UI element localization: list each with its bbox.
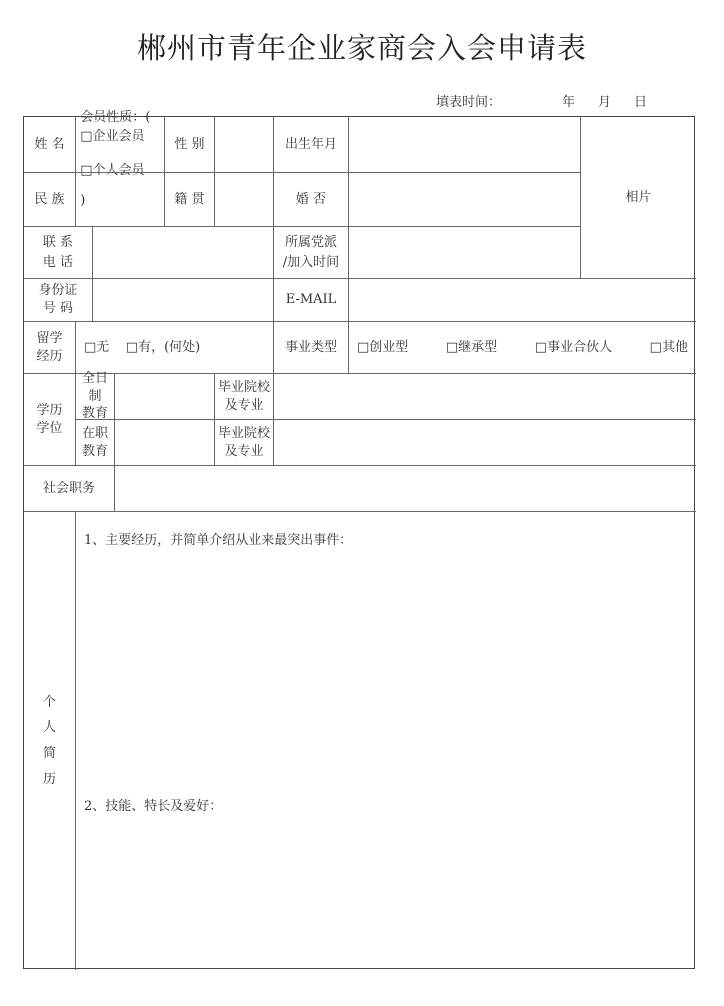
name-field[interactable] [76,117,165,173]
year-label: 年 [562,95,576,110]
abroad-label-line2: 经历 [36,348,63,364]
marital-label: 婚 否 [274,173,349,227]
fulltime-school-field[interactable] [274,374,696,420]
inservice-label-line1: 在职 [81,425,108,441]
resume-label [24,512,76,970]
social-position-field[interactable] [115,466,696,512]
id-number-field[interactable] [93,279,274,322]
phone-field[interactable] [93,227,274,279]
marital-field[interactable] [349,173,581,227]
career-opt-inherit-checkbox[interactable]: □继承型 [445,339,498,355]
month-label: 月 [598,95,612,110]
fulltime-label-line2: 教育 [81,406,108,422]
abroad-label-line1: 留学 [36,330,63,346]
education-label-line1: 学历 [36,402,63,418]
email-field[interactable] [349,279,696,322]
id-label [24,279,93,322]
fulltime-school-label [215,374,274,420]
birth-label: 出生年月 [274,117,349,173]
native-place-field[interactable] [215,173,274,227]
resume-char-2: 人 [42,720,56,736]
inservice-school-label-line2: 及专业 [224,443,264,459]
form-title: 郴州市青年企业家商会入会申请表 [136,31,587,65]
question-experience: 1、主要经历，并简单介绍从业来最突出事件： [84,533,353,548]
fulltime-degree-field[interactable] [115,374,215,420]
individual-member-checkbox[interactable]: □个人会员 [80,163,145,178]
education-label-line2: 学位 [36,420,63,436]
career-type-options [349,322,696,374]
party-label-line1: 所属党派 [284,234,337,250]
day-label: 日 [634,95,648,110]
abroad-options[interactable]: □无 □有，(何处) [76,322,274,374]
close-paren: ) [80,193,86,208]
fulltime-label-line1: 全日制 [81,371,108,404]
contact-label-line2: 电 话 [42,254,74,270]
resume-char-4: 历 [42,771,56,787]
social-position-label: 社会职务 [24,466,115,512]
abroad-label [24,322,76,374]
email-label: E-MAIL [274,279,349,322]
question-skills: 2、技能、特长及爱好： [84,799,223,814]
resume-field[interactable] [76,512,696,970]
resume-char-3: 简 [42,746,56,761]
id-label-line1: 身份证 [38,283,78,299]
education-label [24,374,76,466]
career-type-label: 事业类型 [274,322,349,374]
ethnicity-field[interactable] [76,173,165,227]
party-label [274,227,349,279]
fulltime-school-label-line1: 毕业院校 [217,379,270,395]
gender-label: 性 别 [165,117,215,173]
career-opt-startup-checkbox[interactable]: □创业型 [357,339,409,355]
name-label: 姓 名 [24,117,76,173]
id-label-line2: 号 码 [42,301,74,316]
inservice-label [76,420,115,466]
inservice-degree-field[interactable] [115,420,215,466]
inservice-label-line2: 教育 [81,443,108,459]
birth-field[interactable] [349,117,581,173]
inservice-school-field[interactable] [274,420,696,466]
fulltime-label [76,371,115,422]
fill-time-label: 填表时间： [436,95,502,110]
career-opt-other-checkbox[interactable]: □其他 [649,339,688,355]
career-opt-partner-checkbox[interactable]: □事业合伙人 [534,339,613,355]
native-place-label: 籍 贯 [165,173,215,227]
fulltime-school-label-line2: 及专业 [224,397,264,413]
party-label-line2: /加入时间 [282,254,340,270]
resume-char-1: 个 [42,694,56,710]
contact-label [24,227,93,279]
ethnicity-label: 民 族 [24,173,76,227]
application-form-grid [23,116,695,969]
inservice-school-label [215,420,274,466]
gender-field[interactable] [215,117,274,173]
enterprise-member-checkbox[interactable]: □企业会员 [80,129,145,144]
inservice-school-label-line1: 毕业院校 [217,425,270,441]
contact-label-line1: 联 系 [42,234,74,250]
party-field[interactable] [349,227,581,279]
photo-box[interactable]: 相片 [581,117,696,279]
member-type-label: 会员性质：( [80,110,151,125]
